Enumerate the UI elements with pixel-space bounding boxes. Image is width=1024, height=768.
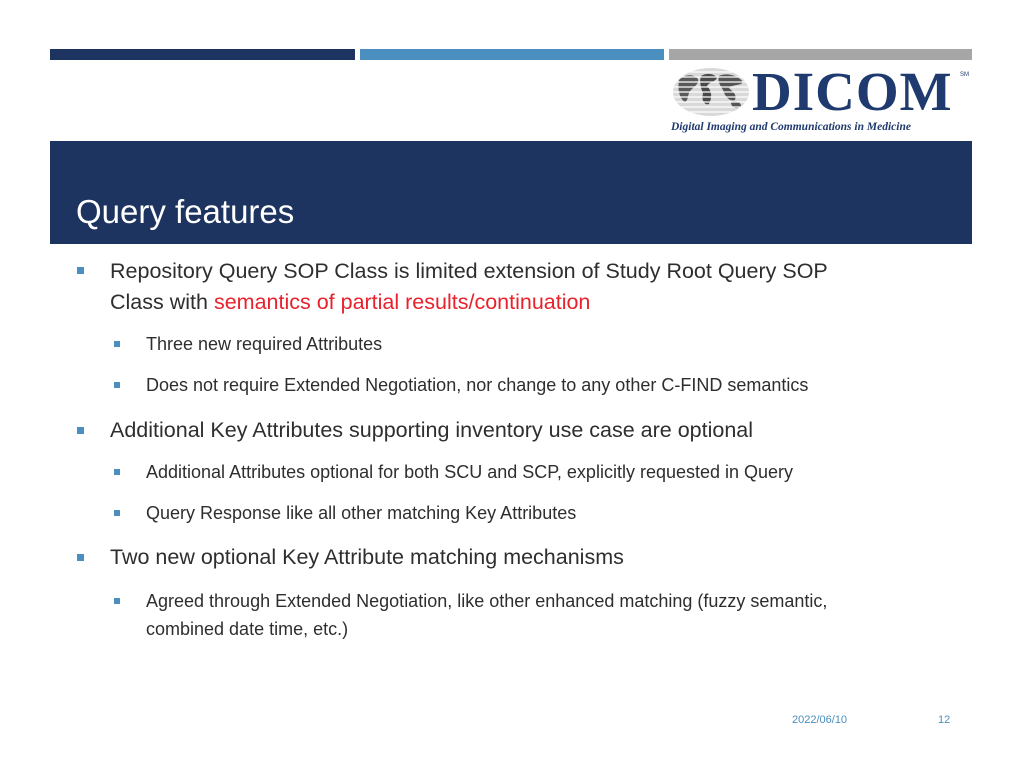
sub-bullet-marker: [114, 469, 120, 475]
bullet-marker: [77, 554, 84, 561]
bullet-marker: [77, 427, 84, 434]
top-bar-navy: [50, 49, 355, 60]
sub-bullet-item: Query Response like all other matching Key Attributes: [146, 503, 577, 523]
sub-bullet-marker: [114, 598, 120, 604]
title-banner: [50, 141, 972, 244]
top-bar-blue: [360, 49, 664, 60]
bullet-item: [110, 256, 828, 318]
sub-bullet-marker: [114, 341, 120, 347]
sub-bullet-item: [146, 587, 827, 643]
logo-service-mark: SM: [960, 72, 969, 78]
footer-date: 2022/06/10: [792, 714, 848, 726]
page-number: 12: [938, 714, 951, 726]
sub-bullet-item: Three new required Attributes: [146, 334, 383, 354]
bullet-text-line: [110, 287, 828, 318]
sub-bullet-text-line: combined date time, etc.): [146, 619, 349, 639]
sub-bullet-text-line: Agreed through Extended Negotiation, like other enhanced matching (fuzzy semantic,: [146, 591, 828, 611]
sub-bullet-item: Additional Attributes optional for both SCU and SCP, explicitly requested in Query: [146, 462, 794, 482]
sub-bullet-marker: [114, 382, 120, 388]
bullet-item: Two new optional Key Attribute matching mechanisms: [110, 545, 624, 569]
bullet-marker: [77, 267, 84, 274]
bullet-text-line: Repository Query SOP Class is limited extension of Study Root Query SOP: [110, 259, 828, 283]
logo-wordmark: DICOM: [752, 61, 953, 122]
top-bar-gray: [669, 49, 972, 60]
sub-bullet-item: Does not require Extended Negotiation, nor change to any other C-FIND semantics: [146, 375, 809, 395]
dicom-logo: [668, 61, 976, 138]
globe-icon: [671, 66, 751, 118]
slide-title: Query features: [76, 193, 295, 230]
bullet-text-plain: Class with: [110, 290, 214, 314]
bullet-text-highlight: semantics of partial results/continuation: [213, 290, 591, 314]
bullet-item: Additional Key Attributes supporting inventory use case are optional: [110, 418, 754, 442]
sub-bullet-marker: [114, 510, 120, 516]
logo-tagline: Digital Imaging and Communications in Medicine: [671, 121, 911, 133]
